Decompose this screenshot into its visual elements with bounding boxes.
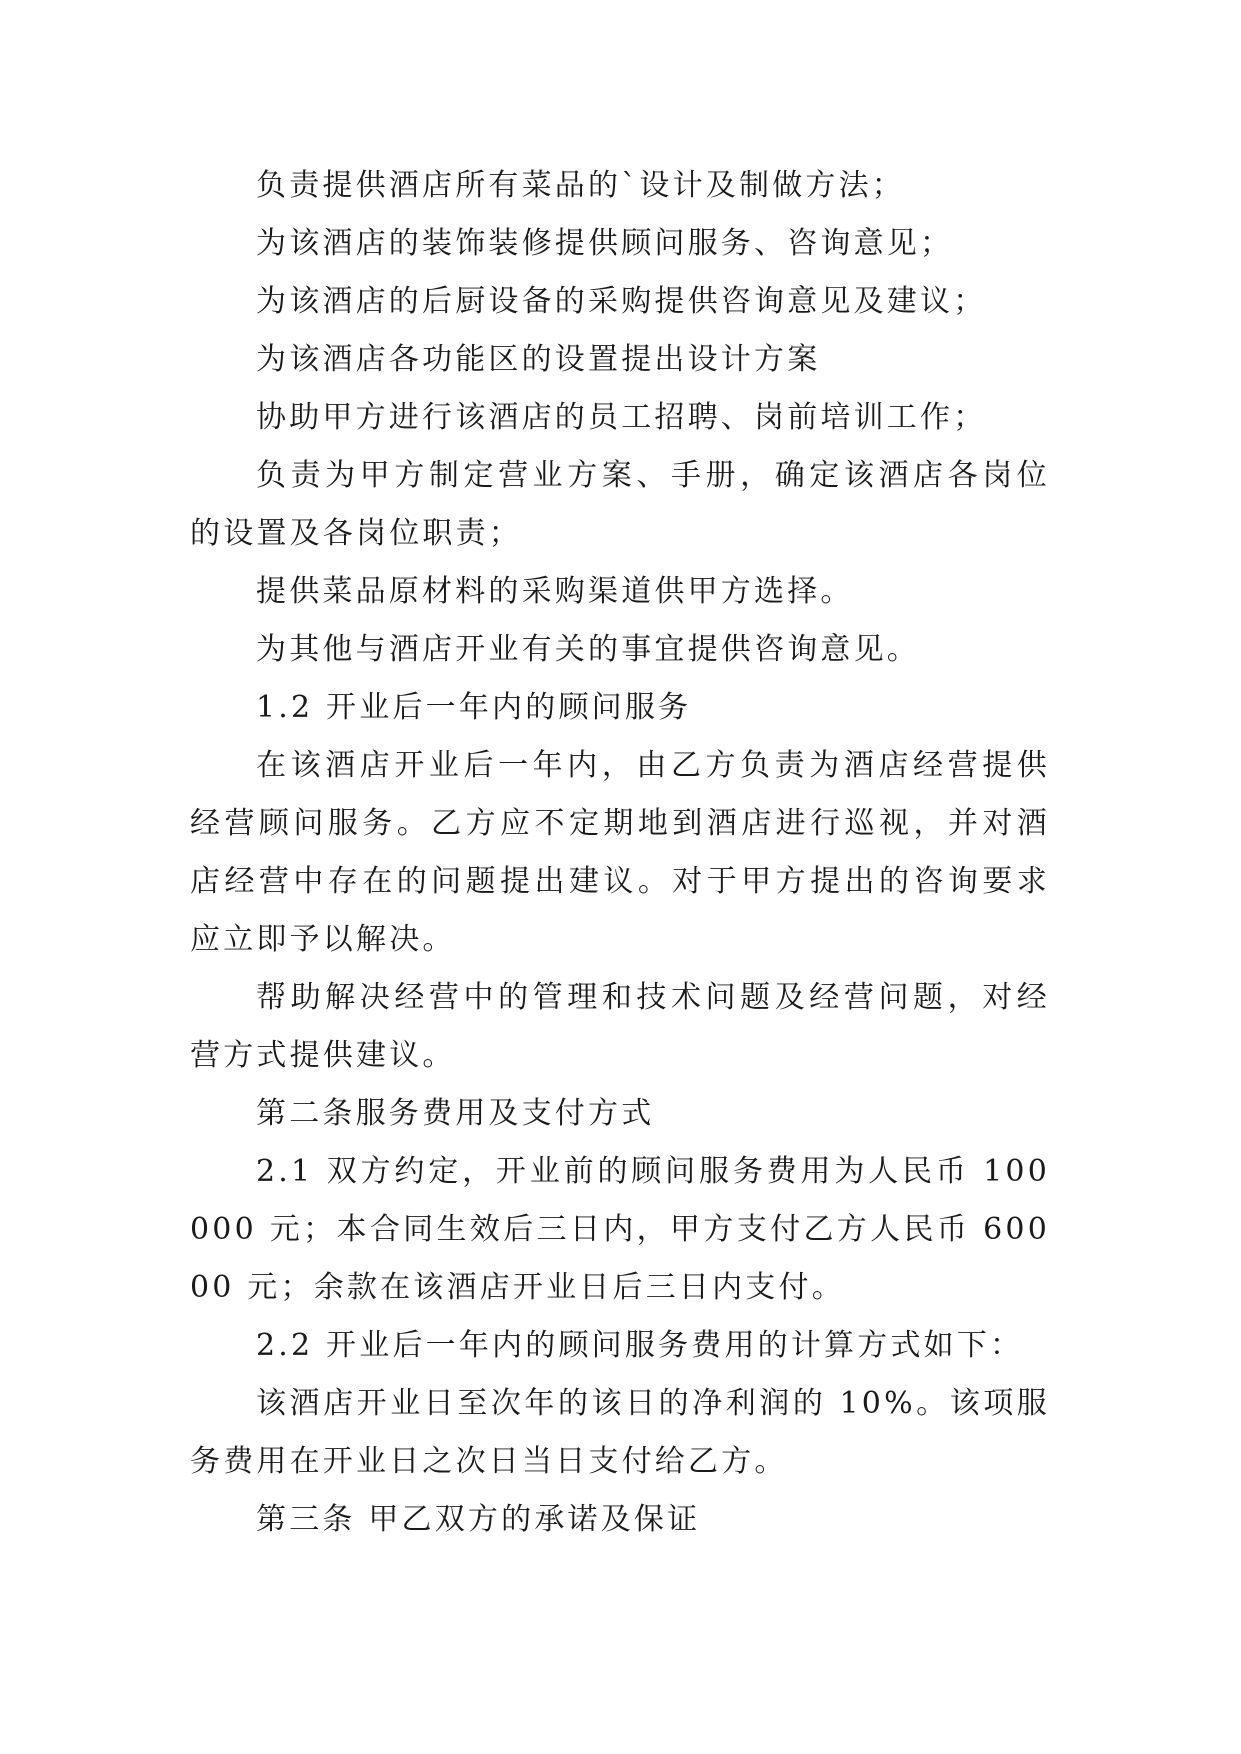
paragraph-business-plan: 负责为甲方制定营业方案、手册，确定该酒店各岗位的设置及各岗位职责； xyxy=(190,458,1050,551)
paragraph-other-matters: 为其他与酒店开业有关的事宜提供咨询意见。 xyxy=(256,632,920,667)
paragraph-decoration-consulting: 为该酒店的装饰装修提供顾问服务、咨询意见； xyxy=(256,226,954,261)
paragraph-fee-2-1: 2.1 双方约定，开业前的顾问服务费用为人民币 100000 元；本合同生效后三日内，甲方支付乙方人民币 60000 元；余款在该酒店开业日后三日内支付。 xyxy=(190,1154,1050,1305)
paragraph-kitchen-equipment: 为该酒店的后厨设备的采购提供咨询意见及建议； xyxy=(256,284,987,319)
paragraph-functional-areas: 为该酒店各功能区的设置提出设计方案 xyxy=(256,342,821,377)
paragraph-net-profit: 该酒店开业日至次年的该日的净利润的 10%。该项服务费用在开业日之次日当日支付给乙方。 xyxy=(190,1386,1050,1479)
paragraph-procurement-channels: 提供菜品原材料的采购渠道供甲方选择。 xyxy=(256,574,854,609)
document-body xyxy=(190,157,1050,1549)
paragraph-first-year-service: 在该酒店开业后一年内，由乙方负责为酒店经营提供经营顾问服务。乙方应不定期地到酒店进行巡视，并对酒店经营中存在的问题提出建议。对于甲方提出的咨询要求应立即予以解决。 xyxy=(190,748,1050,957)
paragraph-fee-2-2: 2.2 开业后一年内的顾问服务费用的计算方式如下： xyxy=(256,1328,1024,1363)
paragraph-menu-design: 负责提供酒店所有菜品的`设计及制做方法； xyxy=(256,168,905,203)
paragraph-problem-solving: 帮助解决经营中的管理和技术问题及经营问题，对经营方式提供建议。 xyxy=(190,980,1050,1073)
article-heading-2: 第二条服务费用及支付方式 xyxy=(256,1096,655,1131)
paragraph-recruitment-training: 协助甲方进行该酒店的员工招聘、岗前培训工作； xyxy=(256,400,987,435)
section-heading-1-2: 1.2 开业后一年内的顾问服务 xyxy=(256,690,692,725)
article-heading-3: 第三条 甲乙双方的承诺及保证 xyxy=(256,1502,701,1537)
